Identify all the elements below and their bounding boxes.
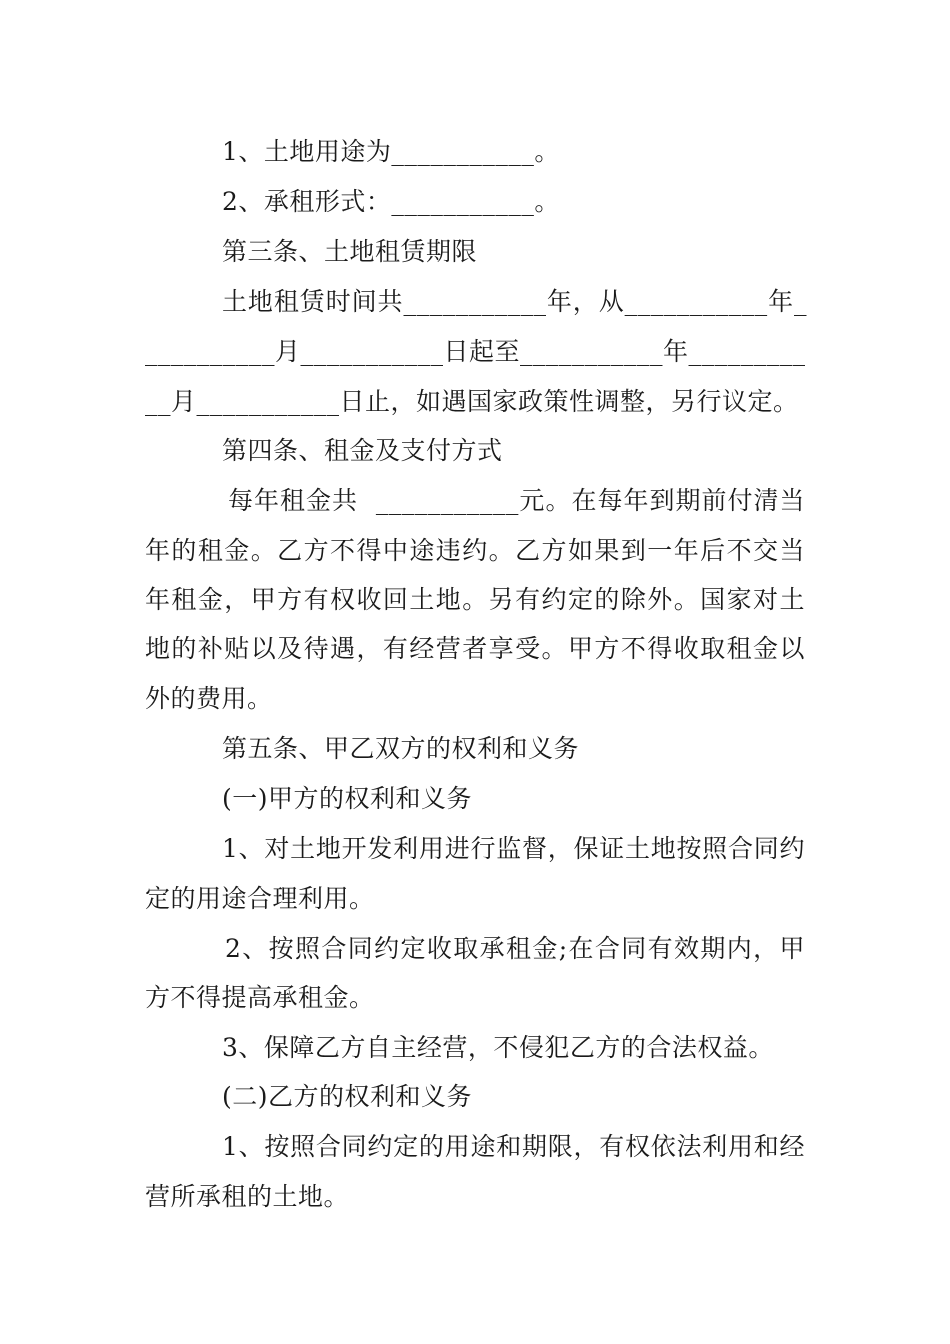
heading-article-3: 第三条、土地租赁期限 (222, 237, 478, 266)
party-b-item-1-line-2: 营所承租的土地。 (145, 1182, 350, 1211)
paragraph-rent-line-1: 每年租金共 ___________元。在每年到期前付清当 (228, 486, 805, 515)
heading-article-5: 第五条、甲乙双方的权利和义务 (222, 734, 580, 763)
party-a-item-2-line-1: 2、按照合同约定收取承租金;在合同有效期内，甲 (225, 934, 805, 963)
paragraph-lease-term-line-1: 土地租赁时间共___________年，从___________年_ (222, 287, 807, 316)
paragraph-lease-term-line-2: __________月___________日起至___________年_________ (145, 337, 806, 366)
subheading-party-a: (一)甲方的权利和义务 (222, 784, 473, 813)
paragraph-rent-line-3: 年租金，甲方有权收回土地。另有约定的除外。国家对土 (145, 585, 805, 614)
party-a-item-1-line-1: 1、对土地开发利用进行监督，保证土地按照合同约 (222, 834, 805, 863)
party-a-item-3: 3、保障乙方自主经营，不侵犯乙方的合法权益。 (222, 1033, 774, 1062)
subheading-party-b: (二)乙方的权利和义务 (222, 1082, 473, 1111)
party-a-item-1-line-2: 定的用途合理利用。 (145, 884, 375, 913)
paragraph-lease-term-line-3: __月___________日止，如遇国家政策性调整，另行议定。 (145, 387, 799, 416)
party-a-item-2-line-2: 方不得提高承租金。 (145, 983, 375, 1012)
paragraph-rent-line-2: 年的租金。乙方不得中途违约。乙方如果到一年后不交当 (145, 536, 805, 565)
item-land-use: 1、土地用途为___________。 (222, 137, 560, 166)
party-b-item-1-line-1: 1、按照合同约定的用途和期限，有权依法利用和经 (222, 1132, 805, 1161)
item-lease-form: 2、承租形式：___________。 (222, 187, 560, 216)
paragraph-rent-line-5: 外的费用。 (145, 684, 273, 713)
heading-article-4: 第四条、租金及支付方式 (222, 436, 503, 465)
paragraph-rent-line-4: 地的补贴以及待遇，有经营者享受。甲方不得收取租金以 (145, 634, 805, 663)
